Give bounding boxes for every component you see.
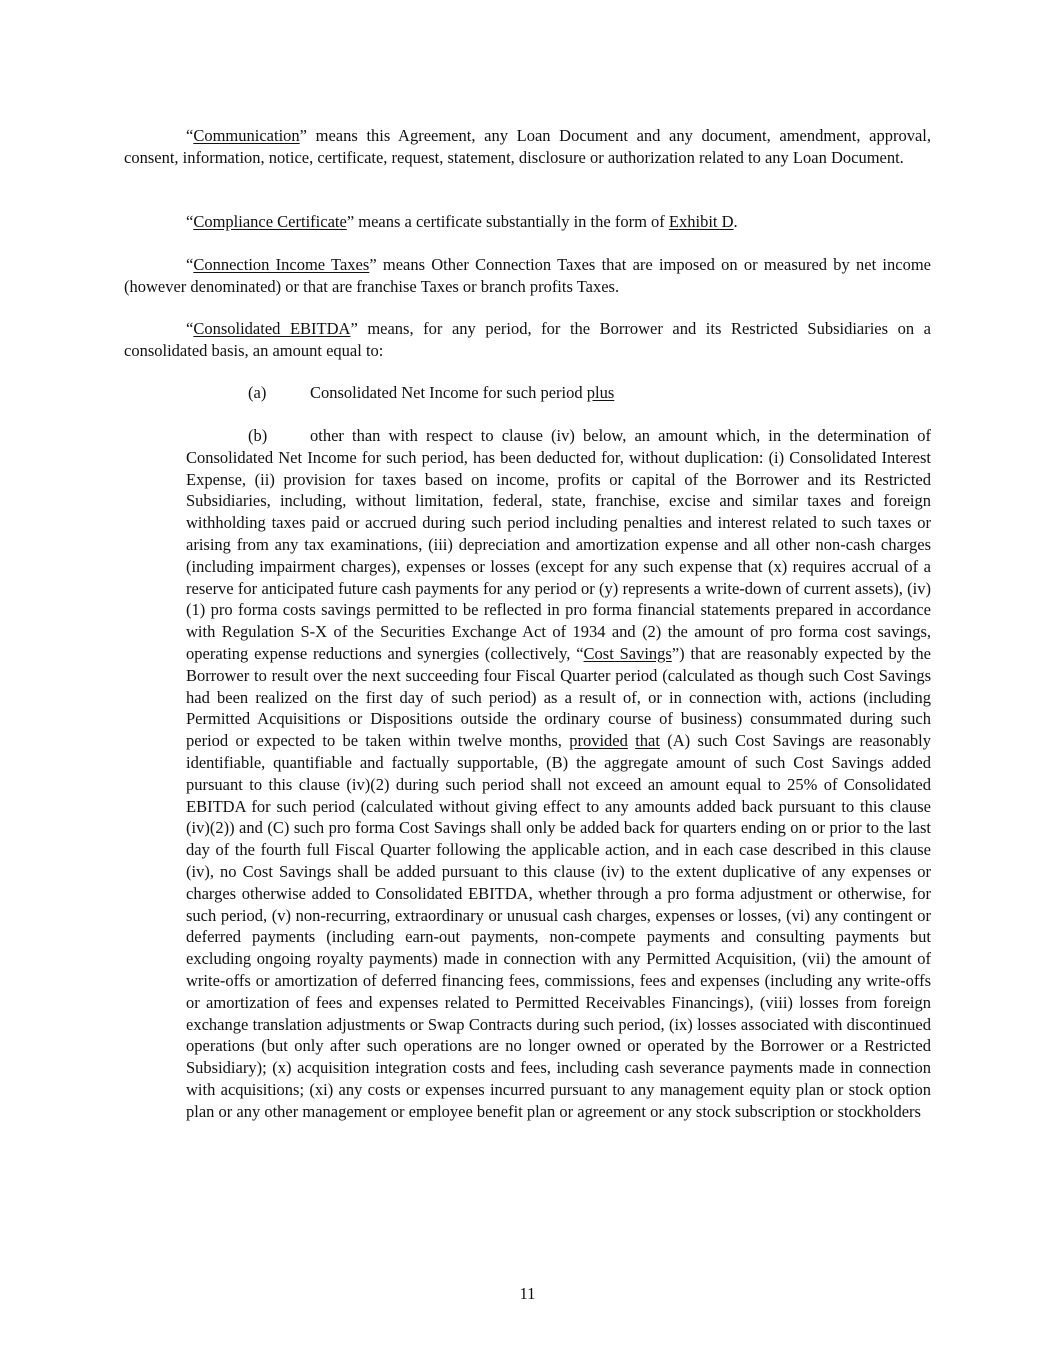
clause-b-label: (b) [248,426,268,445]
defined-term-consolidated-ebitda: Consolidated EBITDA [193,319,351,338]
exhibit-d-reference: Exhibit D [668,212,734,231]
clause-a: (a) Consolidated Net Income for such period plus [248,383,615,402]
definition-connection-income-taxes: “Connection Income Taxes” means Other Connection Taxes that are imposed on or measured by net income (however denominated) or that are franchise Taxes or branch profits Taxes. [124,255,932,296]
clause-b: (b) other than with respect to clause (iv) below, an amount which, in the determination of Consolidated Net Income for such period, has been deducted for, without duplication: (i) Consolidated Interest Expense, (ii) provision for taxes based on income, profits or capital of the Borrower and its Restricted Subsidiaries, including, without limitation, federal, state, franchise, excise and similar taxes and foreign withholding taxes paid or accrued during such period including penalties and interest related to such taxes or arising from any tax examinations, (iii) depreciation and amortization expense and all other non-cash charges (including impairment charges), expenses or losses (except for any such expense that (x) requires accrual of a reserve for anticipated future cash payments for any period or (y) represents a write-down of current assets), (iv) (1) pro forma costs savings permitted to be reflected in pro forma financial statements prepared in accordance with Regulation S-X of the Securities Exchange Act of 1934 and (2) the amount of pro forma cost savings, operating expense reductions and synergies (collectively, “Cost Savings”) that are reasonably expected by the Borrower to result over the next succeeding four Fiscal Quarter period (calculated as though such Cost Savings had been realized on the first day of such period) as a result of, or in connection with, actions (including Permitted Acquisitions or Dispositions outside the ordinary course of business) consummated during such period or expected to be taken within twelve months, provided that (A) such Cost Savings are reasonably identifiable, quantifiable and factually supportable, (B) the aggregate amount of such Cost Savings added pursuant to this clause (iv)(2) during such period shall not exceed an amount equal to 25% of Consolidated EBITDA for such period (calculated without giving effect to any amounts added back pursuant to this clause (iv)(2)) and (C) such pro forma Cost Savings shall only be added back for quarters ending on or prior to the last day of the fourth full Fiscal Quarter following the applicable action, and in each case described in this clause (iv), no Cost Savings shall be added pursuant to this clause (iv) to the extent duplicative of any expenses or charges otherwise added to Consolidated EBITDA, whether through a pro forma adjustment or otherwise, for such period, (v) non-recurring, extraordinary or unusual cash charges, expenses or losses, (vi) any contingent or deferred payments (including earn-out payments, non-compete payments and consulting payments but excluding ongoing royalty payments) made in connection with any Permitted Acquisition, (vii) the amount of write-offs or amortization of deferred financing fees, commissions, fees and expenses (including any write-offs or amortization of fees and expenses related to Permitted Receivables Financings), (viii) losses from foreign exchange translation adjustments or Swap Contracts during such period, (ix) losses associated with discontinued operations (but only after such operations are no longer owned or operated by the Borrower or a Restricted Subsidiary); (x) acquisition integration costs and fees, including cash severance payments made in connection with acquisitions; (xi) any costs or expenses incurred pursuant to any management equity plan or stock option plan or any other management or employee benefit plan or agreement or any stock subscription or stockholders [186,426,932,1121]
defined-term-cost-savings: Cost Savings [583,643,672,663]
definition-compliance-certificate: “Compliance Certificate” means a certificate substantially in the form of Exhibit D. [186,212,738,231]
provided-term: provided [569,731,628,751]
defined-term-compliance-certificate: Compliance Certificate [193,212,347,231]
plus-term: plus [586,383,615,402]
defined-term-communication: Communication [193,126,300,145]
that-term: that [635,731,660,751]
defined-term-connection-income-taxes: Connection Income Taxes [193,255,370,274]
clause-a-label: (a) [248,383,267,402]
page-number: 11 [519,1284,536,1303]
definition-consolidated-ebitda: “Consolidated EBITDA” means, for any period, for the Borrower and its Restricted Subsidiaries on a consolidated basis, an amount equal to: [124,319,931,360]
definition-communication: “Communication” means this Agreement, any Loan Document and any document, amendment, approval, consent, information, notice, certificate, request, statement, disclosure or authorization related to any Loan Document. [124,126,931,167]
